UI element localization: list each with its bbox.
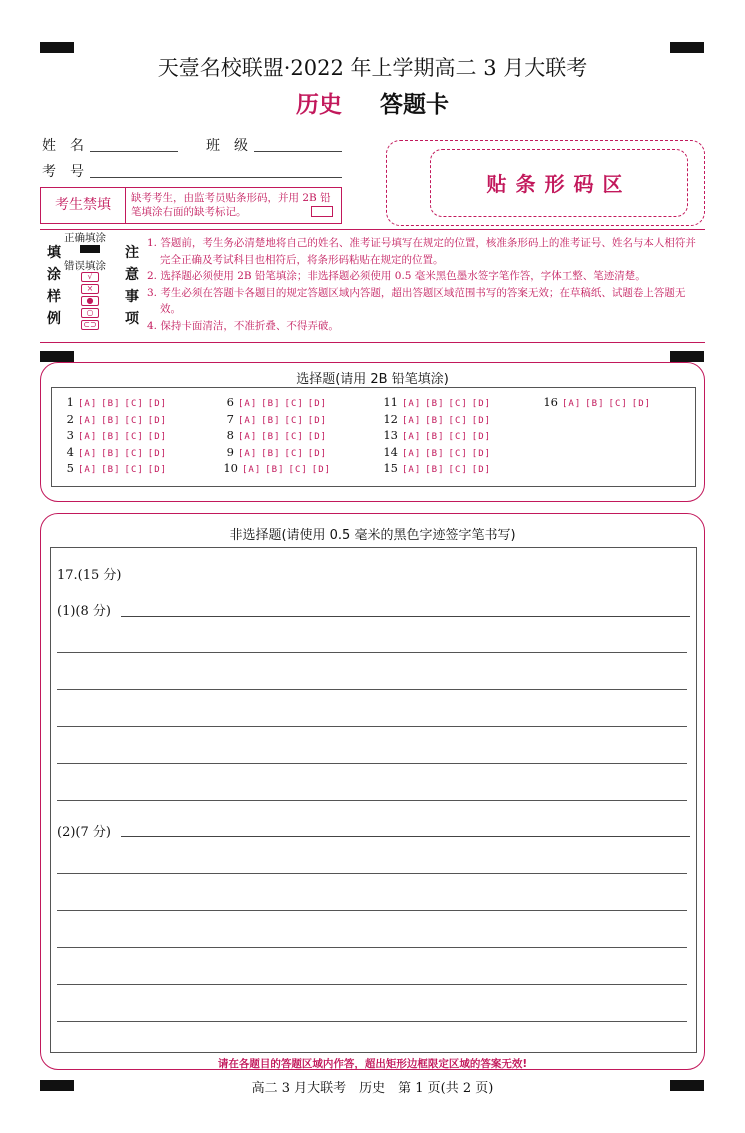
correct-fill-label: 正确填涂 (64, 232, 106, 244)
choice-option-bubble[interactable]: [C] (284, 448, 304, 459)
choice-option-bubble[interactable]: [B] (101, 415, 121, 426)
choice-question-row (220, 412, 331, 426)
absent-box (40, 187, 342, 224)
choice-option-bubble[interactable]: [A] (78, 432, 98, 442)
choice-option-bubble[interactable]: [B] (101, 432, 121, 442)
choice-option-bubble[interactable]: [D] (471, 448, 492, 459)
choice-option-bubble[interactable]: [C] (448, 448, 468, 459)
choice-question-number: 6 (226, 395, 234, 409)
choice-option-bubble[interactable]: [D] (471, 415, 492, 426)
choice-question-number: 10 (223, 461, 238, 475)
answer-line[interactable] (57, 984, 687, 985)
part1-first-line[interactable] (121, 616, 690, 617)
choice-option-bubble[interactable]: [C] (448, 465, 468, 475)
choice-option-bubble[interactable]: [B] (425, 465, 445, 475)
choice-option-bubble[interactable]: [D] (631, 399, 652, 409)
choice-option-bubble[interactable]: [B] (101, 399, 121, 409)
choice-option-bubble[interactable]: [D] (471, 432, 492, 442)
page-footer: 高二 3 月大联考 历史 第 1 页(共 2 页) (251, 1081, 494, 1096)
choice-option-bubble[interactable]: [C] (448, 432, 468, 442)
absent-note: 缺考考生，由监考员贴条形码，并用 2B 铅笔填涂右面的缺考标记。 (131, 192, 331, 218)
choice-question-row (380, 412, 495, 426)
choice-option-bubble[interactable]: [D] (147, 432, 168, 442)
choice-question-row (220, 395, 331, 409)
choice-option-bubble[interactable]: [B] (425, 415, 445, 426)
choice-option-bubble[interactable]: [A] (402, 415, 422, 426)
choice-option-bubble[interactable]: [B] (585, 399, 605, 409)
choice-option-bubble[interactable]: [B] (101, 465, 121, 475)
choice-option-bubble[interactable]: [A] (242, 465, 262, 475)
choice-option-bubble[interactable]: [B] (261, 415, 281, 426)
choice-question-number: 9 (226, 444, 234, 459)
choice-question-number: 13 (383, 428, 398, 442)
choice-option-bubble[interactable]: [D] (471, 465, 492, 475)
choice-question-row (540, 395, 655, 409)
notice-vertical-label: 注意事项 (125, 245, 139, 327)
choice-option-bubble[interactable]: [D] (147, 465, 168, 475)
exam-title: 天壹名校联盟·2022 年上学期高二 3 月大联考 (157, 56, 588, 80)
registration-mark-mid-right (670, 351, 704, 362)
exam-number-field[interactable] (90, 177, 342, 178)
wrong-fill-label: 错误填涂 (64, 260, 106, 272)
choice-question-row (60, 445, 171, 459)
choice-question-number: 1 (66, 395, 74, 409)
choice-option-bubble[interactable]: [A] (562, 399, 582, 409)
choice-question-row (60, 461, 171, 475)
absent-mark-box[interactable] (311, 206, 333, 217)
registration-mark-mid-left (40, 351, 74, 362)
exam-number-label: 考号 (42, 164, 98, 180)
choice-option-bubble[interactable]: [A] (78, 399, 98, 409)
name-field[interactable] (90, 151, 178, 152)
wrong-fill-partial: ⊂⊃ (81, 320, 99, 330)
choice-option-bubble[interactable]: [D] (147, 415, 168, 426)
choice-option-bubble[interactable]: [B] (425, 448, 445, 459)
answer-line[interactable] (57, 763, 687, 764)
wrong-fill-dot: ● (81, 296, 99, 306)
choice-option-bubble[interactable]: [D] (307, 399, 328, 409)
choice-question-number: 2 (66, 411, 74, 426)
choice-question-number: 14 (383, 444, 398, 459)
notice-item: 1. 答题前，考生务必清楚地将自己的姓名、准考证号填写在规定的位置，核准条形码上的准考证号、姓名与本人相符并完全正确及考试科目也相符后，将条形码粘贴在规定的位置。 (147, 237, 696, 266)
choice-option-bubble[interactable]: [B] (261, 432, 281, 442)
name-label: 姓名 (42, 138, 98, 154)
choice-option-bubble[interactable]: [C] (284, 399, 304, 409)
choice-option-bubble[interactable]: [A] (238, 448, 258, 459)
correct-fill-sample (80, 245, 100, 253)
choice-option-bubble[interactable]: [C] (448, 399, 468, 409)
notice-list (147, 235, 703, 334)
choice-option-bubble[interactable]: [D] (307, 448, 328, 459)
choice-option-bubble[interactable]: [A] (402, 399, 422, 409)
choice-section-title: 选择题(请用 2B 铅笔填涂) (296, 372, 449, 387)
choice-option-bubble[interactable]: [A] (238, 432, 258, 442)
card-label: 答题卡 (380, 91, 450, 118)
choice-option-bubble[interactable]: [A] (78, 465, 98, 475)
question-17-label: 17.(15 分) (57, 568, 122, 583)
choice-question-number: 15 (383, 461, 398, 475)
choice-option-bubble[interactable]: [D] (471, 399, 492, 409)
choice-option-bubble[interactable]: [C] (124, 432, 144, 442)
choice-option-bubble[interactable]: [C] (124, 399, 144, 409)
question-17-part1-label: (1)(8 分) (57, 604, 111, 619)
choice-option-bubble[interactable]: [A] (402, 432, 422, 442)
choice-option-bubble[interactable]: [C] (124, 415, 144, 426)
choice-question-row (60, 412, 171, 426)
notice-item: 3. 考生必须在答题卡各题目的规定答题区域内答题，超出答题区域范围书写的答案无效；在草稿纸、试题卷上答题无效。 (147, 286, 686, 315)
answer-line[interactable] (57, 910, 687, 911)
answer-line[interactable] (57, 947, 687, 948)
choice-option-bubble[interactable]: [C] (284, 432, 304, 442)
class-field[interactable] (254, 151, 342, 152)
choice-question-number: 4 (66, 444, 74, 459)
answer-line[interactable] (57, 800, 687, 801)
notice-item: 4. 保持卡面清洁，不准折叠、不得弄破。 (147, 319, 339, 332)
choice-question-number: 3 (66, 428, 74, 442)
choice-question-number: 5 (66, 461, 74, 475)
wrong-fill-cross: × (81, 284, 99, 294)
choice-option-bubble[interactable]: [B] (425, 399, 445, 409)
choice-option-bubble[interactable]: [A] (78, 415, 98, 426)
nonchoice-section-title: 非选择题(请使用 0.5 毫米的黑色字迹签字笔书写) (229, 528, 516, 543)
choice-option-bubble[interactable]: [D] (147, 399, 168, 409)
answer-line[interactable] (57, 652, 687, 653)
choice-option-bubble[interactable]: [B] (265, 465, 285, 475)
choice-option-bubble[interactable]: [C] (288, 465, 308, 475)
choice-option-bubble[interactable]: [D] (307, 415, 328, 426)
choice-question-row (220, 461, 335, 475)
choice-option-bubble[interactable]: [A] (78, 448, 98, 459)
choice-option-bubble[interactable]: [D] (311, 465, 332, 475)
choice-option-bubble[interactable]: [C] (124, 448, 144, 459)
choice-question-number: 8 (226, 428, 234, 442)
choice-question-row (220, 445, 331, 459)
choice-question-number: 16 (543, 395, 558, 409)
choice-question-row (380, 395, 495, 409)
choice-option-bubble[interactable]: [C] (124, 465, 144, 475)
card-title (0, 86, 745, 119)
choice-option-bubble[interactable]: [D] (307, 432, 328, 442)
choice-option-bubble[interactable]: [B] (425, 432, 445, 442)
choice-option-bubble[interactable]: [C] (608, 399, 628, 409)
choice-question-row (380, 461, 495, 475)
choice-question-number: 7 (226, 411, 234, 426)
answer-line[interactable] (57, 1021, 687, 1022)
notice-item: 2. 选择题必须使用 2B 铅笔填涂；非选择题必须使用 0.5 毫米黑色墨水签字笔作答，字体工整、笔迹清楚。 (147, 270, 646, 282)
choice-question-row (380, 428, 495, 442)
choice-option-bubble[interactable]: [A] (238, 399, 258, 409)
part2-first-line[interactable] (121, 836, 690, 837)
class-label: 班级 (206, 138, 262, 154)
choice-option-bubble[interactable]: [A] (402, 448, 422, 459)
answer-line[interactable] (57, 726, 687, 727)
choice-question-row (220, 428, 331, 442)
choice-option-bubble[interactable]: [B] (101, 448, 121, 459)
choice-question-row (60, 428, 171, 442)
choice-option-bubble[interactable]: [D] (147, 448, 168, 459)
barcode-area-label: 贴条形码区 (486, 172, 632, 196)
choice-question-number: 12 (383, 411, 398, 426)
choice-question-row (60, 395, 171, 409)
wrong-fill-check: √ (81, 272, 99, 282)
choice-option-bubble[interactable]: [A] (238, 415, 258, 426)
choice-option-bubble[interactable]: [A] (402, 465, 422, 475)
absent-label: 考生禁填 (41, 188, 126, 223)
choice-question-number: 11 (383, 395, 398, 409)
fill-sample-vertical-label: 填涂样例 (47, 245, 61, 327)
nonchoice-section (40, 513, 705, 1070)
wrong-fill-circle: ○ (81, 308, 99, 318)
question-17-part2-label: (2)(7 分) (57, 825, 111, 840)
answer-area-warning: 请在各题目的答题区域内作答，超出矩形边框限定区域的答案无效! (217, 1058, 528, 1070)
choice-option-bubble[interactable]: [B] (261, 399, 281, 409)
answer-line[interactable] (57, 689, 687, 690)
answer-line[interactable] (57, 873, 687, 874)
choice-option-bubble[interactable]: [B] (261, 448, 281, 459)
choice-option-bubble[interactable]: [C] (284, 415, 304, 426)
choice-option-bubble[interactable]: [C] (448, 415, 468, 426)
choice-question-row (380, 445, 495, 459)
subject-label: 历史 (295, 91, 342, 118)
